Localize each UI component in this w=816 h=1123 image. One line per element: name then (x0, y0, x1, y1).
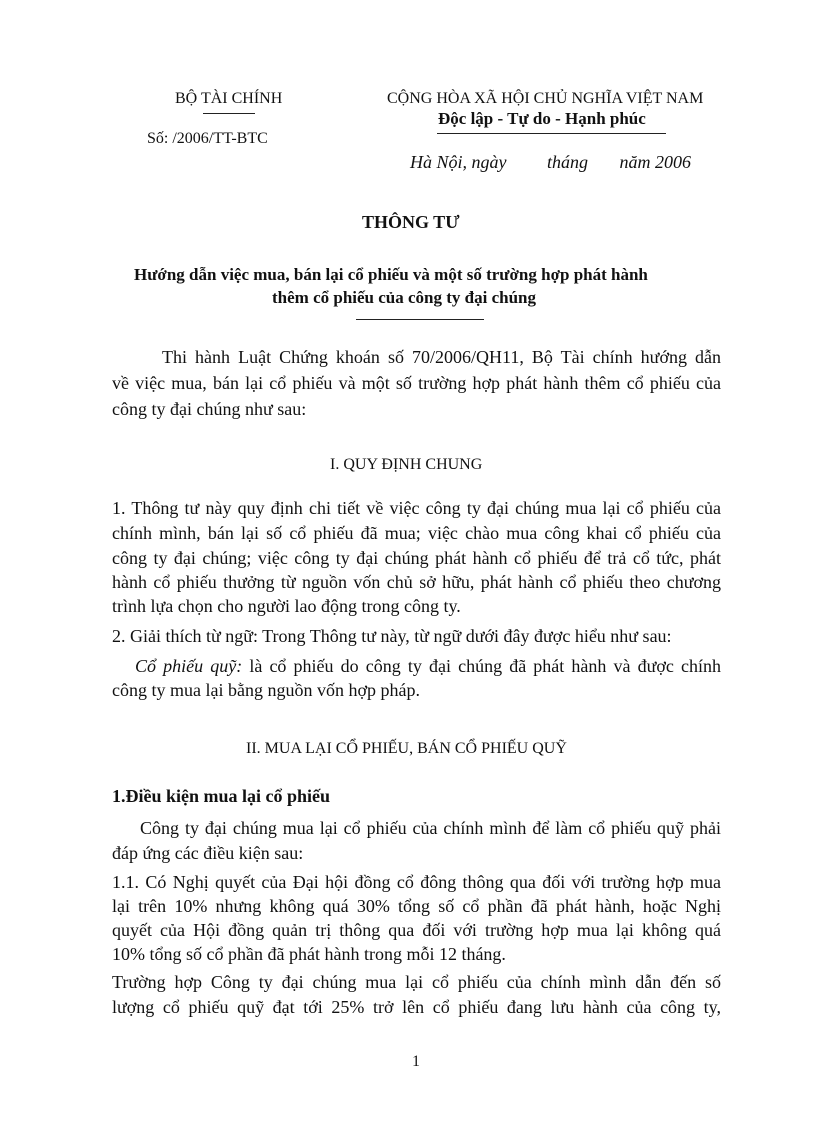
section-2-p2-line-2: lại trên 10% nhưng không quá 30% tổng số cổ phần đã phát hành, hoặc Nghị (112, 896, 721, 916)
intro-line-2: về việc mua, bán lại cổ phiếu và một số trường hợp phát hành thêm cổ phiếu của (112, 373, 721, 393)
section-2-p3-line-1: Trường hợp Công ty đại chúng mua lại cổ phiếu của chính mình dẫn đến số (112, 972, 721, 992)
document-number: Số: /2006/TT-BTC (147, 130, 268, 147)
term-definition-line-1 (135, 656, 721, 677)
section-1-p1-line-2: chính mình, bán lại số cổ phiếu đã mua; việc chào mua công khai cổ phiếu của (112, 523, 721, 543)
title-underline (356, 319, 484, 320)
section-1-p1-line-4: hành cổ phiếu thưởng từ nguồn vốn chủ sở hữu, phát hành cổ phiếu theo chương (112, 572, 721, 592)
ministry-underline (203, 113, 255, 114)
intro-line-3: công ty đại chúng như sau: (112, 399, 307, 419)
section-2-heading: II. MUA LẠI CỔ PHIẾU, BÁN CỔ PHIẾU QUỸ (246, 740, 567, 757)
term-definition-line-2: công ty mua lại bằng nguồn vốn hợp pháp. (112, 680, 420, 700)
section-2-p2-line-3: quyết của Hội đồng quản trị thông qua đối với trường hợp mua lại không quá (112, 920, 721, 940)
national-motto: Độc lập - Tự do - Hạnh phúc (438, 109, 646, 128)
subject-line-2: thêm cổ phiếu của công ty đại chúng (272, 288, 536, 307)
subject-line-1: Hướng dẫn việc mua, bán lại cổ phiếu và một số trường hợp phát hành (134, 265, 648, 284)
section-1-p1-line-1: 1. Thông tư này quy định chi tiết về việc công ty đại chúng mua lại cổ phiếu của (112, 498, 721, 518)
page-number: 1 (412, 1053, 420, 1070)
ministry-name: BỘ TÀI CHÍNH (175, 90, 283, 107)
section-2-p2-line-1: 1.1. Có Nghị quyết của Đại hội đồng cổ đông thông qua đối với trường hợp mua (112, 872, 721, 892)
country-name: CỘNG HÒA XÃ HỘI CHỦ NGHĨA VIỆT NAM (387, 90, 704, 107)
section-2-p3-line-2: lượng cổ phiếu quỹ đạt tới 25% trở lên cổ phiếu đang lưu hành của công ty, (112, 997, 721, 1017)
section-1-p2: 2. Giải thích từ ngữ: Trong Thông tư này, từ ngữ dưới đây được hiểu như sau: (112, 626, 672, 646)
motto-underline (437, 133, 666, 134)
section-2-subheading: 1.Điều kiện mua lại cổ phiếu (112, 786, 331, 806)
section-2-p2-line-4: 10% tổng số cổ phần đã phát hành trong mỗi 12 tháng. (112, 944, 506, 964)
term-definition-text: là cổ phiếu do công ty đại chúng đã phát hành và được chính (242, 656, 721, 676)
document-type-title: THÔNG TƯ (362, 212, 460, 232)
term-cophieuquy: Cổ phiếu quỹ: (135, 656, 243, 676)
intro-line-1: Thi hành Luật Chứng khoán số 70/2006/QH11, Bộ Tài chính hướng dẫn (162, 347, 721, 367)
section-1-p1-line-5: trình lựa chọn cho người lao động trong công ty. (112, 596, 461, 616)
section-2-p1-line-1: Công ty đại chúng mua lại cổ phiếu của chính mình để làm cổ phiếu quỹ phải (140, 818, 721, 838)
section-2-p1-line-2: đáp ứng các điều kiện sau: (112, 843, 304, 863)
section-1-heading: I. QUY ĐỊNH CHUNG (330, 456, 483, 473)
section-1-p1-line-3: công ty đại chúng; việc công ty đại chúng phát hành cổ phiếu để trả cổ tức, phát (112, 548, 721, 568)
place-date: Hà Nội, ngày tháng năm 2006 (410, 152, 691, 172)
